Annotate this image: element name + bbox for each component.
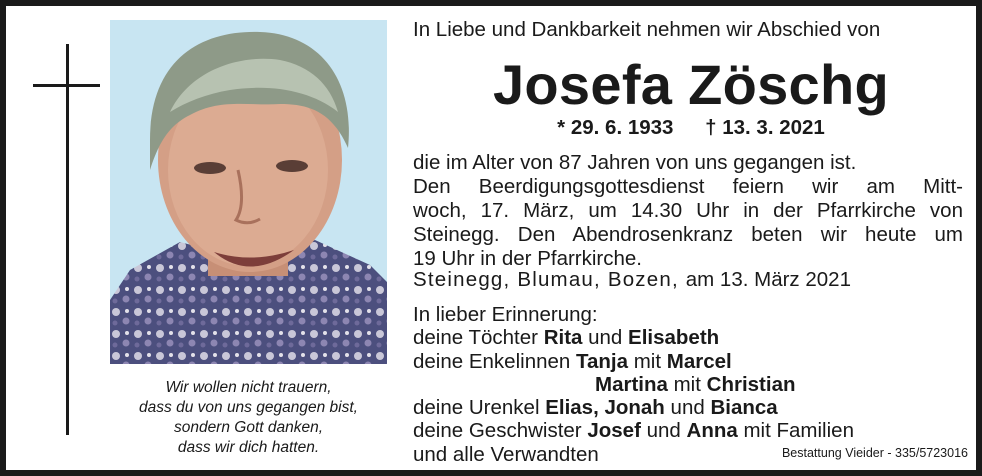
- relative-name: Rita: [543, 326, 583, 350]
- conjunction: und: [670, 396, 705, 420]
- birth-date: * 29. 6. 1933: [557, 116, 674, 139]
- relation-label: deine Geschwister: [413, 419, 582, 443]
- intro-line: In Liebe und Dankbarkeit nehmen wir Abschied von: [413, 18, 881, 41]
- notice-date: am 13. März 2021: [685, 268, 851, 291]
- quote-line: Wir wollen nicht trauern,: [165, 379, 332, 396]
- family-line-daughters: [413, 326, 854, 349]
- place-and-date: [413, 268, 963, 292]
- relative-name: Christian: [706, 372, 796, 396]
- family-line-relatives: und alle Verwandten: [413, 442, 599, 466]
- funeral-home-credit: Bestattung Vieider - 335/5723016: [781, 446, 968, 460]
- conjunction: und: [646, 419, 681, 443]
- relative-name: Tanja: [576, 349, 629, 373]
- relation-label: deine Urenkel: [413, 396, 540, 420]
- memory-heading: In lieber Erinnerung:: [413, 303, 598, 326]
- family-line-grandchildren: [413, 350, 854, 373]
- quote-line: dass du von uns gegangen bist,: [139, 399, 358, 416]
- body-line: 19 Uhr in der Pfarrkirche.: [413, 247, 643, 270]
- body-line: Steinegg. Den Abendrosenkranz beten wir heute um: [413, 223, 963, 246]
- conjunction: mit: [633, 349, 662, 373]
- relative-name: Anna: [686, 419, 738, 443]
- family-line-siblings: [413, 419, 854, 442]
- relation-label: deine Enkelinnen: [413, 349, 571, 373]
- body-line: die im Alter von 87 Jahren von uns gegangen ist.: [413, 151, 857, 174]
- cross-icon: [66, 44, 69, 435]
- relative-name: Bianca: [710, 396, 778, 420]
- body-line: woch, 17. März, um 14.30 Uhr in der Pfarrkirche von: [413, 199, 963, 222]
- family-line-grandchildren-2: [413, 373, 854, 396]
- announcement-text: [413, 151, 963, 271]
- conjunction: mit: [673, 372, 701, 396]
- relation-label: deine Töchter: [413, 326, 538, 350]
- body-line: Den Beerdigungsgottesdienst feiern wir am Mitt-: [413, 175, 963, 198]
- relation-label: mit Familien: [743, 419, 854, 443]
- quote-line: sondern Gott danken,: [173, 419, 324, 436]
- relative-name: Elisabeth: [628, 326, 720, 350]
- relative-name: Josef: [587, 419, 641, 443]
- relative-name: Martina: [595, 372, 668, 396]
- life-dates: [413, 116, 969, 140]
- family-line-great-grandchildren: [413, 396, 854, 419]
- conjunction: und: [588, 326, 623, 350]
- memorial-quote: [110, 378, 387, 458]
- relative-name: Marcel: [666, 349, 732, 373]
- portrait-photo: [110, 20, 387, 364]
- quote-line: dass wir dich hatten.: [177, 439, 320, 456]
- places: Steinegg, Blumau, Bozen,: [413, 268, 679, 291]
- cross-icon-bar: [33, 84, 100, 87]
- family-list: [413, 303, 854, 466]
- death-date: † 13. 3. 2021: [705, 116, 825, 139]
- deceased-name: Josefa Zöschg: [492, 53, 889, 116]
- relative-name: Elias, Jonah: [545, 396, 665, 420]
